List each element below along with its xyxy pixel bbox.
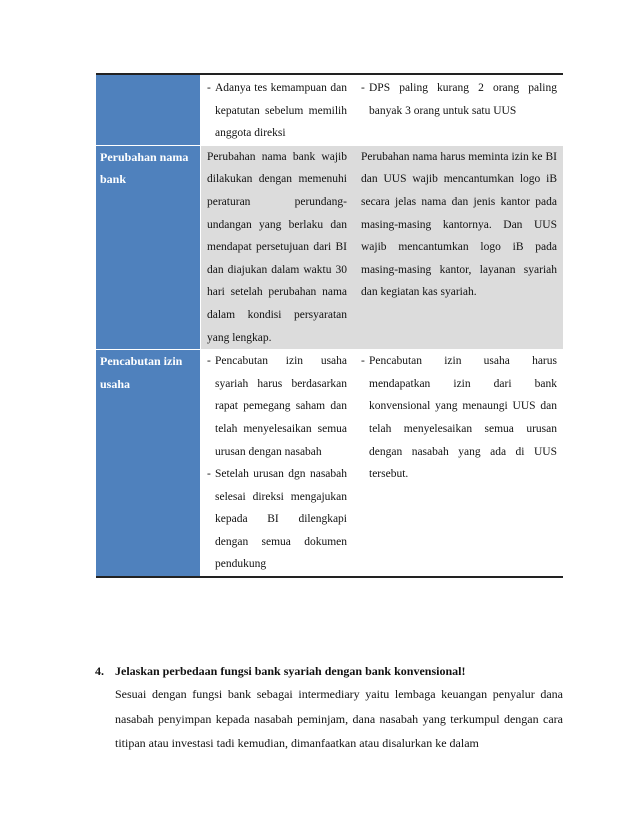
list-item bbox=[361, 77, 557, 122]
cell-uus: Perubahan nama harus meminta izin ke BI dan UUS wajib mencantumkan logo iB secara jelas nama dan jenis kantor pada masing-masing kantornya. Dan UUS wajib mencantumkan logo iB pada masing-masing kantor, layanan syariah dan kegiatan kas syariah. bbox=[355, 146, 563, 349]
cell-uus bbox=[355, 75, 563, 145]
list-item bbox=[207, 463, 347, 576]
section-body: Sesuai dengan fungsi bank sebagai intermediary yaitu lembaga keuangan penyalur dana nasabah penyimpan kepada nasabah peminjam, dana nasabah yang terkumpul dengan cara titipan atau investasi tadi kemudian, dimanfaatkan atau disalurkan ke dalam bbox=[115, 687, 563, 750]
cell-bank-syariah bbox=[201, 75, 355, 145]
dash-marker: - bbox=[207, 468, 211, 481]
row-label-empty bbox=[96, 75, 201, 145]
dash-marker: - bbox=[207, 355, 211, 368]
section-4 bbox=[95, 660, 563, 756]
dash-marker: - bbox=[207, 82, 211, 94]
table-row-perubahan-nama bbox=[96, 145, 563, 349]
list-item bbox=[207, 350, 347, 463]
cell-bank-syariah bbox=[201, 350, 355, 576]
list-item-text: Pencabutan izin usaha harus mendapatkan izin dari bank konvensional yang menaungi UUS dan telah menyelesaikan semua urusan dengan nasabah yang ada di UUS tersebut. bbox=[369, 355, 557, 481]
list-item-text: Adanya tes kemampuan dan kepatutan sebelum memilih anggota direksi bbox=[215, 82, 347, 140]
comparison-table bbox=[96, 73, 563, 578]
table-row-pencabutan-izin bbox=[96, 349, 563, 576]
table-row-continued bbox=[96, 75, 563, 145]
dash-marker: - bbox=[361, 355, 365, 368]
list-item bbox=[361, 350, 557, 486]
row-label: Pencabutan izin usaha bbox=[96, 350, 201, 576]
section-title: Jelaskan perbedaan fungsi bank syariah dengan bank konvensional! bbox=[115, 664, 466, 678]
list-item-text: Setelah urusan dgn nasabah selesai direksi mengajukan kepada BI dilengkapi dengan semua dokumen pendukung bbox=[215, 468, 347, 571]
cell-uus bbox=[355, 350, 563, 576]
list-item bbox=[207, 77, 347, 145]
row-label: Perubahan nama bank bbox=[96, 146, 201, 349]
cell-bank-syariah: Perubahan nama bank wajib dilakukan dengan memenuhi peraturan perundang-undangan yang berlaku dan mendapat persetujuan dari BI dan diajukan dalam waktu 30 hari setelah perubahan nama dalam kondisi persyaratan yang lengkap. bbox=[201, 146, 355, 349]
dash-marker: - bbox=[361, 82, 365, 94]
section-heading bbox=[95, 660, 563, 682]
list-item-text: DPS paling kurang 2 orang paling banyak 3 orang untuk satu UUS bbox=[369, 82, 557, 117]
section-number: 4. bbox=[95, 664, 104, 678]
list-item-text: Pencabutan izin usaha syariah harus berdasarkan rapat pemegang saham dan telah menyelesaikan semua urusan dengan nasabah bbox=[215, 355, 347, 458]
